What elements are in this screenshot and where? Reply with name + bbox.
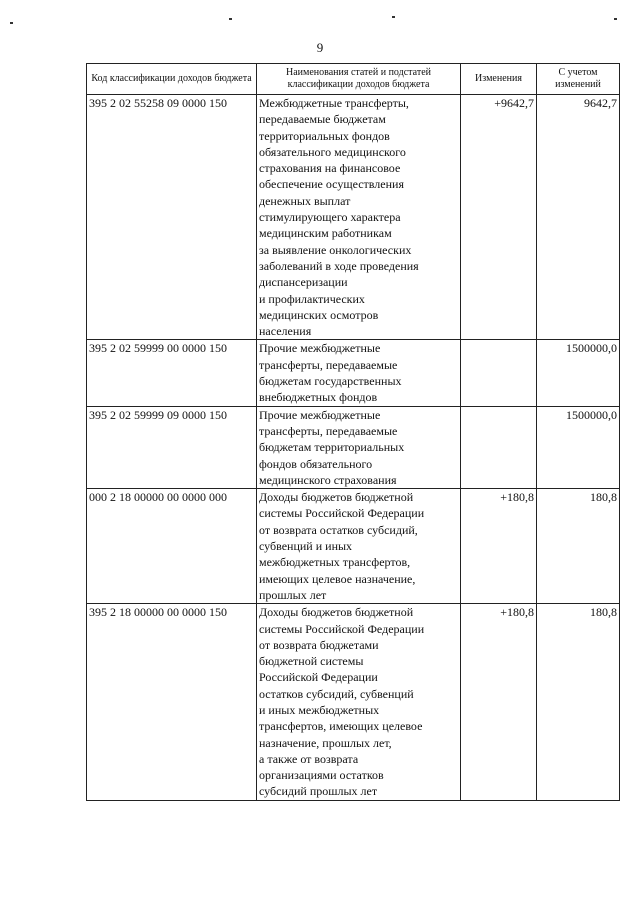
row-change: +180,8 [461, 489, 537, 604]
page-number: 9 [316, 40, 324, 55]
table-row [87, 489, 620, 604]
header-total: С учетом изменений [537, 64, 620, 95]
row-code: 395 2 02 59999 00 0000 150 [87, 340, 257, 406]
table-header-row [87, 64, 620, 95]
row-change [461, 406, 537, 488]
scan-speck [10, 22, 13, 24]
scan-speck [614, 18, 617, 20]
row-total: 9642,7 [537, 95, 620, 340]
row-code: 395 2 02 59999 09 0000 150 [87, 406, 257, 488]
table-row [87, 604, 620, 801]
table-row [87, 95, 620, 340]
row-total: 1500000,0 [537, 406, 620, 488]
row-code: 000 2 18 00000 00 0000 000 [87, 489, 257, 604]
scan-speck [229, 18, 232, 20]
row-total: 1500000,0 [537, 340, 620, 406]
row-code: 395 2 18 00000 00 0000 150 [87, 604, 257, 801]
row-name: Доходы бюджетов бюджетной системы Российской Федерации от возврата бюджетами бюджетной системы Российской Федерации остатков субсидий, субвенций и иных межбюджетных трансфертов, имеющих целевое назначение, прошлых лет, а также от возврата организациями остатков субсидий прошлых лет [257, 604, 461, 801]
row-change [461, 340, 537, 406]
header-change: Изменения [461, 64, 537, 95]
row-name: Прочие межбюджетные трансферты, передаваемые бюджетам государственных внебюджетных фондов [257, 340, 461, 406]
row-name: Прочие межбюджетные трансферты, передаваемые бюджетам территориальных фондов обязательного медицинского страхования [257, 406, 461, 488]
row-code: 395 2 02 55258 09 0000 150 [87, 95, 257, 340]
row-total: 180,8 [537, 604, 620, 801]
row-name: Доходы бюджетов бюджетной системы Российской Федерации от возврата остатков субсидий, субвенций и иных межбюджетных трансфертов, имеющих целевое назначение, прошлых лет [257, 489, 461, 604]
budget-revenue-table [86, 63, 620, 801]
row-name: Межбюджетные трансферты, передаваемые бюджетам территориальных фондов обязательного медицинского страхования на финансовое обеспечение осуществления денежных выплат стимулирующего характера медицинским работникам за выявление онкологических заболеваний в ходе проведения диспансеризации и профилактических медицинских осмотров населения [257, 95, 461, 340]
table-row [87, 406, 620, 488]
row-change: +180,8 [461, 604, 537, 801]
row-change: +9642,7 [461, 95, 537, 340]
table-row [87, 340, 620, 406]
scan-speck [392, 16, 395, 18]
row-total: 180,8 [537, 489, 620, 604]
header-code: Код классификации доходов бюджета [87, 64, 257, 95]
header-name: Наименования статей и подстатей классификации доходов бюджета [257, 64, 461, 95]
